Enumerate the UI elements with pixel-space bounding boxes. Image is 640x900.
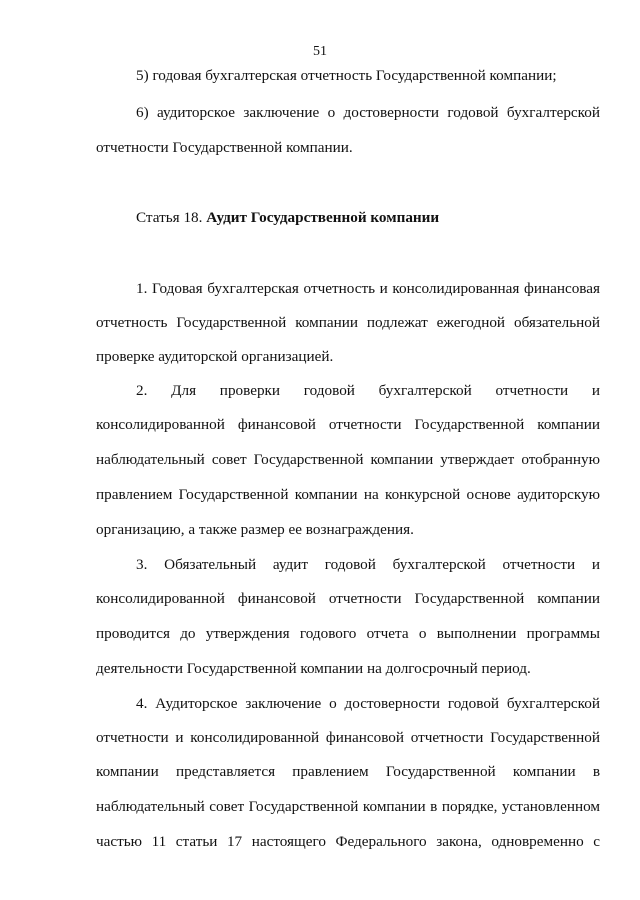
paragraph-4-line-2: отчетности и консолидированной финансовой отчетности Государственной [96, 729, 600, 746]
paragraph-4-line-1: 4. Аудиторское заключение о достоверности годовой бухгалтерской [136, 695, 600, 712]
paragraph-4-line-4: наблюдательный совет Государственной компании в порядке, установленном [96, 798, 600, 815]
paragraph-1-line-1: 1. Годовая бухгалтерская отчетность и консолидированная финансовая [136, 280, 600, 297]
list-item-6-line-2: отчетности Государственной компании. [96, 139, 353, 156]
paragraph-3-line-2: консолидированной финансовой отчетности Государственной компании [96, 590, 600, 607]
paragraph-3-line-3: проводится до утверждения годового отчета о выполнении программы [96, 625, 600, 642]
paragraph-4-line-5: частью 11 статьи 17 настоящего Федерального закона, одновременно с [96, 833, 600, 850]
paragraph-1-line-2: отчетность Государственной компании подлежат ежегодной обязательной [96, 314, 600, 331]
paragraph-1-line-3: проверке аудиторской организацией. [96, 348, 334, 365]
paragraph-2-line-1: 2. Для проверки годовой бухгалтерской отчетности и [136, 382, 600, 399]
paragraph-3-line-4: деятельности Государственной компании на долгосрочный период. [96, 660, 531, 677]
article-label: Статья 18. [136, 209, 203, 226]
paragraph-2-line-3: наблюдательный совет Государственной компании утверждает отобранную [96, 451, 600, 468]
paragraph-4-line-3: компании представляется правлением Государственной компании в [96, 763, 600, 780]
paragraph-2-line-4: правлением Государственной компании на конкурсной основе аудиторскую [96, 486, 600, 503]
paragraph-3-line-1: 3. Обязательный аудит годовой бухгалтерской отчетности и [136, 556, 600, 573]
article-heading [96, 208, 600, 228]
article-title: Аудит Государственной компании [206, 209, 440, 226]
document-body [96, 0, 600, 900]
list-item-5: 5) годовая бухгалтерская отчетность Государственной компании; [136, 67, 557, 84]
list-item-6-line-1: 6) аудиторское заключение о достоверности годовой бухгалтерской [136, 104, 600, 121]
page-number: 51 [313, 44, 327, 59]
paragraph-2-line-2: консолидированной финансовой отчетности Государственной компании [96, 416, 600, 433]
paragraph-2-line-5: организацию, а также размер ее вознаграждения. [96, 521, 414, 538]
